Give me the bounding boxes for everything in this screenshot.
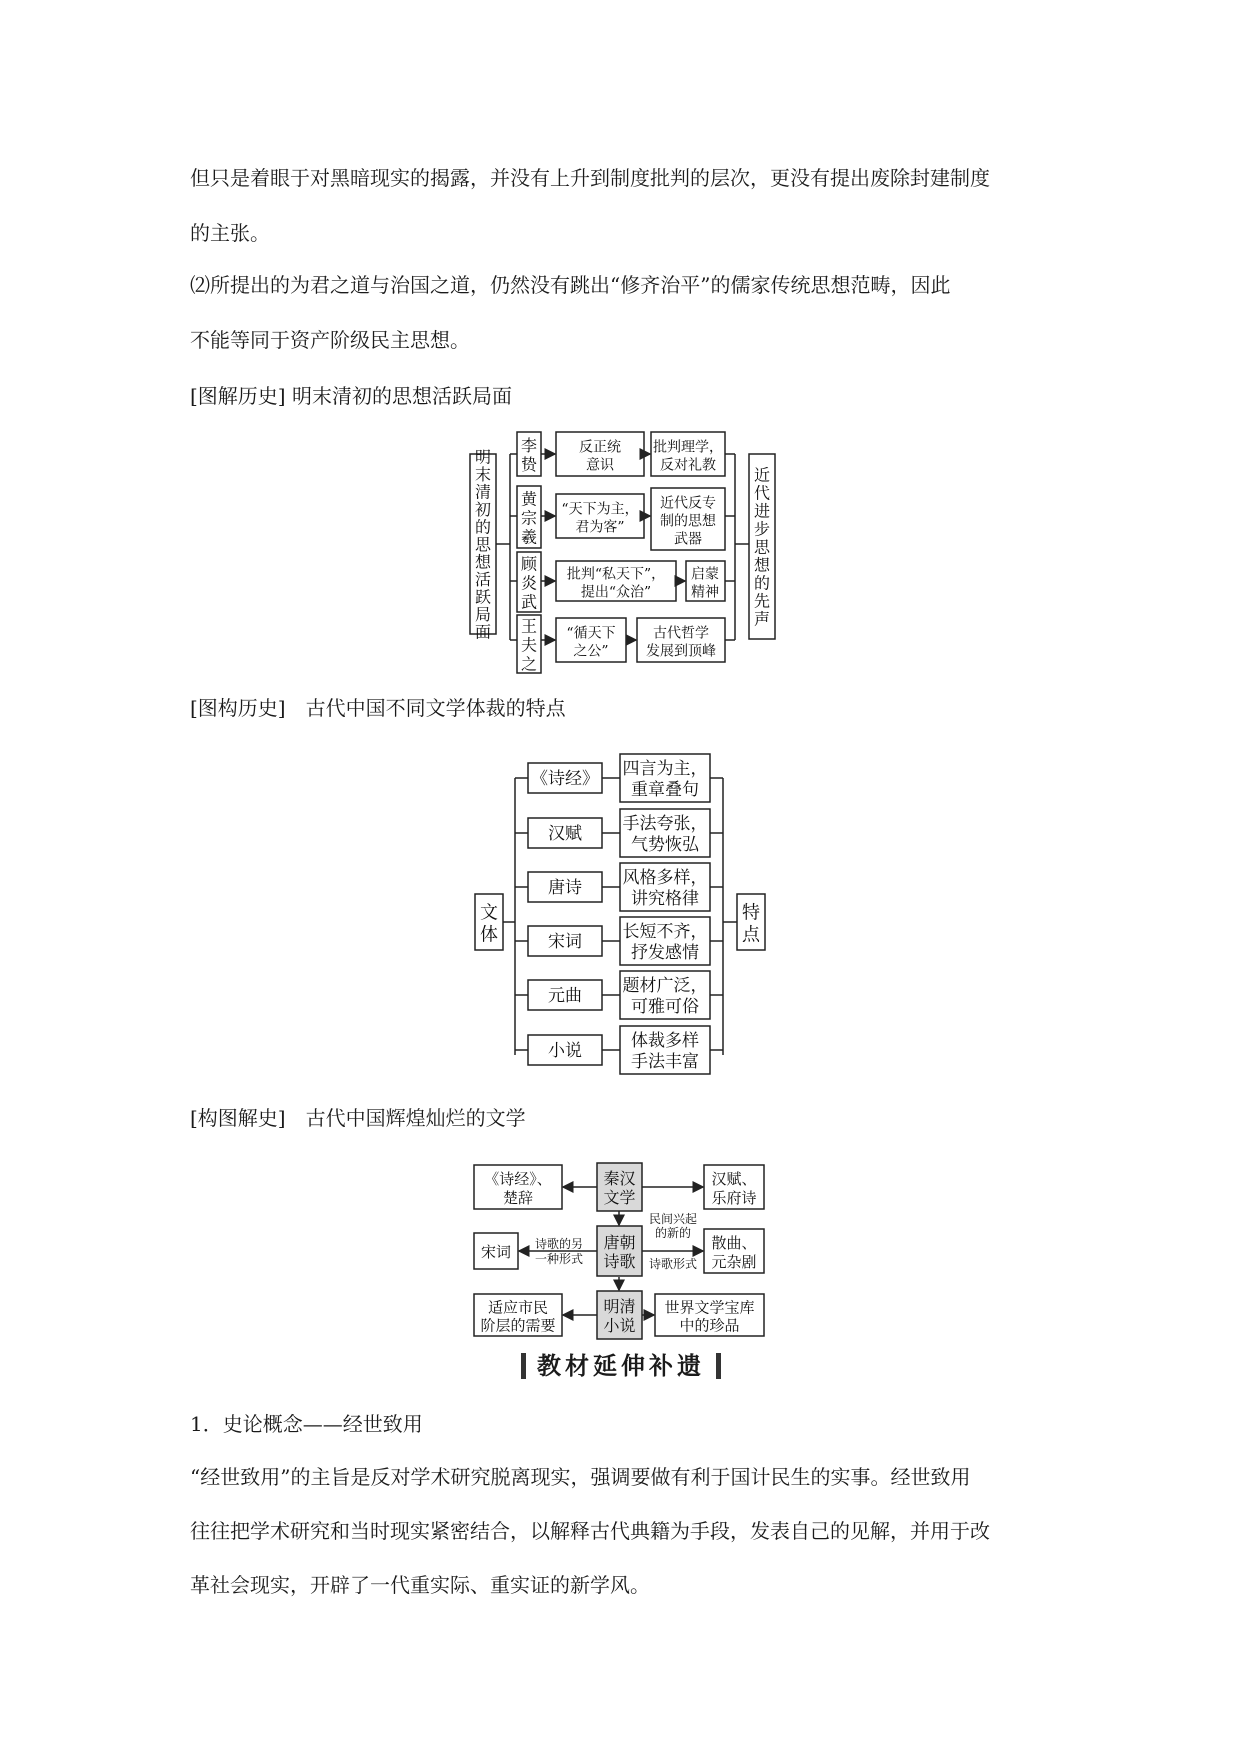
paragraph-line: 往往把学术研究和当时现实紧密结合，以解释古代典籍为手段，发表自己的见解，并用于改 — [190, 1519, 990, 1543]
paragraph-line: 但只是着眼于对黑暗现实的揭露，并没有上升到制度批判的层次，更没有提出废除封建制度 — [190, 166, 990, 190]
d1-person-label: 王夫之 — [520, 616, 538, 674]
section-banner: 教材延伸补遗 — [521, 1349, 721, 1383]
d3-shimin-label: 适应市民阶层的需要 — [480, 1298, 556, 1335]
d3-sanqu-label: 散曲、元杂剧 — [711, 1234, 757, 1272]
d1-effect-label: 批判理学，反对礼教 — [653, 439, 723, 474]
d1-result-label: 近代进步思想的先声 — [753, 465, 771, 629]
d2-genre-label: 元曲 — [548, 986, 582, 1006]
d1-person-label: 李贽 — [520, 436, 538, 475]
d2-genre-label: 《诗经》 — [531, 769, 599, 789]
d1-effect-label: 近代反专制的思想武器 — [660, 495, 716, 548]
d2-genre-label: 宋词 — [548, 932, 582, 952]
paragraph-line: ⑵所提出的为君之道与治国之道，仍然没有跳出“修齐治平”的儒家传统思想范畴，因此 — [190, 273, 951, 297]
d2-feature-label: 风格多样，讲究格律 — [622, 868, 708, 909]
d2-genre-label: 汉赋 — [548, 824, 582, 844]
d2-feature-label: 四言为主，重章叠句 — [622, 759, 708, 800]
d1-effect-label: 古代哲学发展到顶峰 — [646, 625, 716, 660]
d3-tang-label: 唐朝诗歌 — [603, 1233, 636, 1272]
d2-feature-label: 长短不齐，抒发感情 — [622, 922, 708, 963]
d2-result-label: 特点 — [742, 902, 760, 946]
d3-left-annotation: 诗歌的另一种形式 — [534, 1236, 584, 1266]
d1-effect-label: 启蒙精神 — [691, 566, 719, 601]
heading-diagram3: [构图解史] 古代中国辉煌灿烂的文学 — [190, 1106, 526, 1130]
d3-hanfu-label: 汉赋、乐府诗 — [711, 1170, 757, 1208]
d2-feature-label: 手法夸张，气势恢弘 — [622, 814, 708, 855]
d3-mingqing-label: 明清小说 — [603, 1297, 636, 1336]
paragraph-line: 的主张。 — [190, 221, 270, 245]
d1-person-label: 顾炎武 — [520, 554, 538, 612]
d2-genre-label: 小说 — [548, 1041, 582, 1061]
d2-genre-label: 唐诗 — [548, 878, 582, 898]
d3-shijing-label: 《诗经》、楚辞 — [484, 1170, 552, 1208]
d1-person-label: 黄宗羲 — [520, 489, 538, 547]
d1-idea-label: “循天下之公” — [566, 625, 616, 660]
d2-root-label: 文体 — [480, 902, 498, 946]
paragraph-line: 革社会现实，开辟了一代重实际、重实证的新学风。 — [190, 1573, 650, 1597]
heading-diagram2: [图构历史] 古代中国不同文学体裁的特点 — [190, 696, 566, 720]
diagram1 — [470, 432, 775, 674]
d3-treasure-label: 世界文学宝库中的珍品 — [664, 1298, 755, 1335]
d1-idea-label: 批判“私天下”，提出“众治” — [566, 566, 666, 601]
d3-songci-label: 宋词 — [480, 1243, 512, 1261]
diagram2 — [475, 754, 765, 1074]
diagram3 — [474, 1163, 764, 1339]
d1-root-label: 明末清初的思想活跃局面 — [474, 447, 492, 642]
d3-right-annotation: 民间兴起的新的 — [648, 1211, 698, 1240]
heading-diagram1: [图解历史] 明末清初的思想活跃局面 — [190, 384, 512, 408]
d1-idea-label: “天下为主，君为客” — [561, 501, 639, 536]
d3-qinhan-label: 秦汉文学 — [603, 1169, 636, 1208]
d2-feature-label: 体裁多样手法丰富 — [631, 1031, 699, 1072]
d3-right-annotation-bottom: 诗歌形式 — [648, 1257, 698, 1271]
paragraph-line: 不能等同于资产阶级民主思想。 — [190, 328, 470, 352]
d2-feature-label: 题材广泛，可雅可俗 — [622, 976, 708, 1017]
d1-idea-label: 反正统意识 — [579, 439, 621, 474]
paragraph-line: “经世致用”的主旨是反对学术研究脱离现实，强调要做有利于国计民生的实事。经世致用 — [190, 1465, 971, 1489]
section-title: 1．史论概念——经世致用 — [190, 1412, 423, 1436]
